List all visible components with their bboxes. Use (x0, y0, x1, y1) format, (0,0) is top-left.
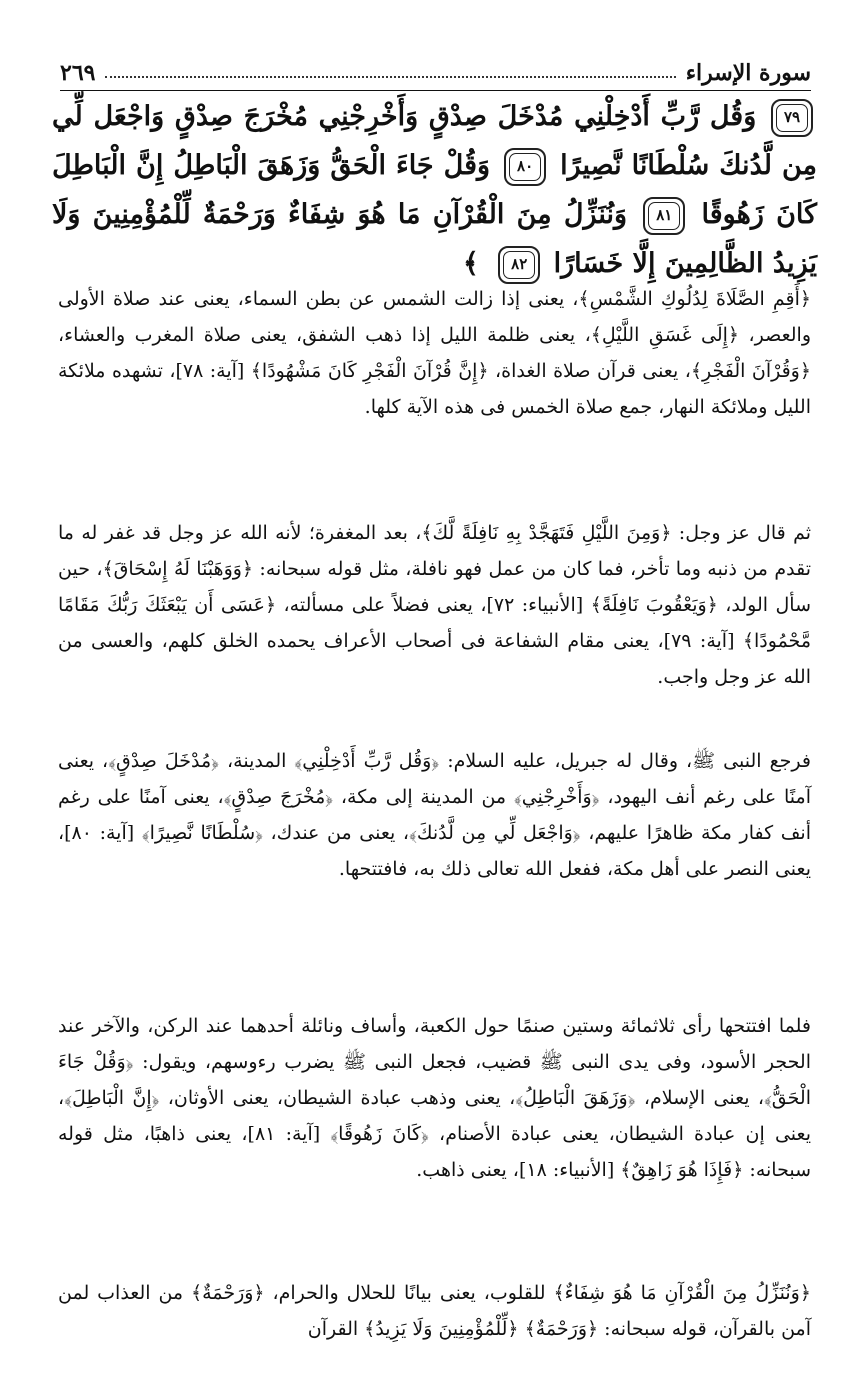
verse-number-marker: ٨١ (643, 197, 685, 235)
verse-number-marker: ٨٠ (504, 148, 546, 186)
page-number: ٢٦٩ (60, 60, 96, 86)
commentary-paragraph: ﴿وَنُنَزِّلُ مِنَ الْقُرْآنِ مَا هُوَ شِفَاءٌ﴾ للقلوب، يعنى بيانًا للحلال والحرام، ﴿وَرَحْمَةٌ﴾ من العذاب لمن آمن بالقرآن، قوله سبحانه: ﴿وَرَحْمَةٌ﴾ ﴿لِّلْمُؤْمِنِينَ وَلَا يَزِيدُ﴾ القرآن (58, 1282, 811, 1340)
verses-end-mark: ﴾ (462, 248, 479, 279)
verse-text: وَنُنَزِّلُ مِنَ الْقُرْآنِ مَا هُوَ شِفَاءٌ وَرَحْمَةٌ لِّلْمُؤْمِنِينَ وَلَا يَزِيدُ الظَّالِمِينَ إِلَّا خَسَارًا (52, 199, 817, 279)
header-leader-dots (105, 76, 675, 78)
verse-number-marker: ٧٩ (771, 99, 813, 137)
running-header (60, 46, 811, 91)
commentary-paragraph: ثم قال عز وجل: ﴿وَمِنَ اللَّيْلِ فَتَهَجَّدْ بِهِ نَافِلَةً لَّكَ﴾، بعد المغفرة؛ لأنه الله عز وجل قد غفر له ما تقدم من ذنبه وما تأخر، فما كان من عمل فهو نافلة، مثل قوله سبحانه: ﴿وَوَهَبْنَا لَهُ إِسْحَاقَ﴾، حين سأل الولد، ﴿وَيَعْقُوبَ نَافِلَةً﴾ [الأنبياء: ٧٢]، يعنى فضلاً على مسألته، ﴿عَسَى أَن يَبْعَثَكَ رَبُّكَ مَقَامًا مَّحْمُودًا﴾ [آية: ٧٩]، يعنى مقام الشفاعة فى أصحاب الأعراف يحمده الخلق كلهم، والعسى من الله عز وجل واجب. (58, 522, 811, 688)
verse-text: وَقُلْ جَاءَ الْحَقُّ وَزَهَقَ الْبَاطِلُ إِنَّ الْبَاطِلَ كَانَ زَهُوقًا (52, 150, 818, 230)
chapter-title: سورة الإسراء (685, 60, 811, 86)
commentary-paragraph: فرجع النبى ﷺ، وقال له جبريل، عليه السلام: ﴿وَقُل رَّبِّ أَدْخِلْنِي﴾ المدينة، ﴿مُدْخَلَ صِدْقٍ﴾، يعنى آمنًا على رغم أنف اليهود، ﴿وَأَخْرِجْنِي﴾ من المدينة إلى مكة، ﴿مُخْرَجَ صِدْقٍ﴾، يعنى آمنًا على رغم أنف كفار مكة ظاهرًا عليهم، ﴿وَاجْعَل لِّي مِن لَّدُنكَ﴾، يعنى من عندك، ﴿سُلْطَانًا نَّصِيرًا﴾ [آية: ٨٠]، يعنى النصر على أهل مكة، ففعل الله تعالى ذلك به، فافتتحها. (58, 750, 811, 880)
commentary-paragraph: فلما افتتحها رأى ثلاثمائة وستين صنمًا حول الكعبة، وأساف ونائلة أحدهما عند الركن، والآخر عند الحجر الأسود، وفى يدى النبى ﷺ قضيب، فجعل النبى ﷺ يضرب رءوسهم، ويقول: ﴿وَقُلْ جَاءَ الْحَقُّ﴾، يعنى الإسلام، ﴿وَزَهَقَ الْبَاطِلُ﴾، يعنى وذهب عبادة الشيطان، يعنى الأوثان، ﴿إِنَّ الْبَاطِلَ﴾، يعنى إن عبادة الشيطان، يعنى عبادة الأصنام، ﴿كَانَ زَهُوقًا﴾ [آية: ٨١]، يعنى ذاهبًا، مثل قوله سبحانه: ﴿فَإِذَا هُوَ زَاهِقٌ﴾ [الأنبياء: ١٨]، يعنى ذاهب. (58, 1015, 811, 1181)
commentary-paragraph: ﴿أَقِمِ الصَّلَاةَ لِدُلُوكِ الشَّمْسِ﴾، يعنى إذا زالت الشمس عن بطن السماء، يعنى عند صلاة الأولى والعصر، ﴿إِلَى غَسَقِ اللَّيْلِ﴾، يعنى ظلمة الليل إذا ذهب الشفق، يعنى صلاة المغرب والعشاء، ﴿وَقُرْآنَ الْفَجْرِ﴾، يعنى قرآن صلاة الغداة، ﴿إِنَّ قُرْآنَ الْفَجْرِ كَانَ مَشْهُودًا﴾ [آية: ٧٨]، تشهده ملائكة الليل وملائكة النهار، جمع صلاة الخمس فى هذه الآية كلها. (58, 288, 811, 418)
verse-text: وَقُل رَّبِّ أَدْخِلْنِي مُدْخَلَ صِدْقٍ وَأَخْرِجْنِي مُخْرَجَ صِدْقٍ وَاجْعَل لِّي مِن لَّدُنكَ سُلْطَانًا نَّصِيرًا (52, 101, 818, 181)
quran-verses-block (52, 92, 817, 288)
verse-number-marker: ٨٢ (498, 246, 540, 284)
